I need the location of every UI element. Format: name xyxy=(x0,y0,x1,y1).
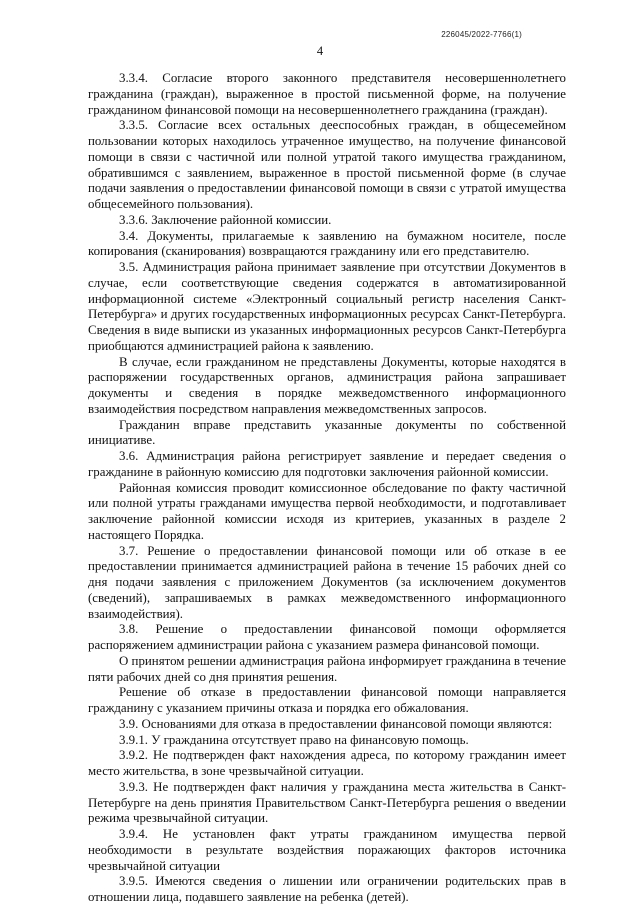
paragraph-3-9: 3.9. Основаниями для отказа в предоставлении финансовой помощи являются: xyxy=(119,716,553,731)
document-body xyxy=(88,71,566,906)
paragraph-3-8-inform: О принятом решении администрация района информирует гражданина в течение пяти рабочих дней со дня принятия решения. xyxy=(88,653,566,684)
paragraph-3-8: 3.8. Решение о предоставлении финансовой помощи оформляется распоряжением администрации района с указанием размера финансовой помощи. xyxy=(88,622,566,652)
paragraph-3-6: 3.6. Администрация района регистрирует заявление и передает сведения о гражданине в районную комиссию для подготовки заключения районной комиссии. xyxy=(88,449,566,479)
paragraph-3-5-missing-documents: В случае, если гражданином не представлены Документы, которые находятся в распоряжении государственных органов, администрация района запрашивает документы и сведения в порядке межведомственного информационного взаимодействия посредством направления межведомственных запросов. xyxy=(88,354,566,416)
paragraph-3-9-2: 3.9.2. Не подтвержден факт нахождения адреса, по которому гражданин имеет место жительства, в зоне чрезвычайной ситуации. xyxy=(88,748,566,778)
document-registration-number: 226045/2022-7766(1) xyxy=(441,30,522,39)
paragraph-3-3-4: 3.3.4. Согласие второго законного представителя несовершеннолетнего гражданина (граждан), выраженное в простой письменной форме, на получение гражданином финансовой помощи на несовершеннолетнего гражданина (граждан). xyxy=(88,71,566,117)
paragraph-3-7: 3.7. Решение о предоставлении финансовой помощи или об отказе в ее предоставлении принимается администрацией района в течение 15 рабочих дней со дня подачи заявления с приложением Документов (за исключением документов (сведений), запрашиваемых в рамках межведомственного информационного взаимодействия). xyxy=(88,543,566,621)
paragraph-3-4: 3.4. Документы, прилагаемые к заявлению на бумажном носителе, после копирования (сканирования) возвращаются гражданину или его представителю. xyxy=(88,228,566,259)
paragraph-3-9-3: 3.9.3. Не подтвержден факт наличия у гражданина места жительства в Санкт-Петербурге на день принятия Правительством Санкт-Петербурга решения о введении режима чрезвычайной ситуации. xyxy=(88,779,566,826)
page-number: 4 xyxy=(316,44,324,58)
paragraph-3-9-1: 3.9.1. У гражданина отсутствует право на финансовую помощь. xyxy=(119,732,469,747)
paragraph-3-9-4: 3.9.4. Не установлен факт утраты гражданином имущества первой необходимости в результате воздействия поражающих факторов источника чрезвычайной ситуации xyxy=(88,827,566,873)
paragraph-3-9-5: 3.9.5. Имеются сведения о лишении или ограничении родительских прав в отношении лица, подавшего заявление на ребенка (детей). xyxy=(88,874,566,904)
paragraph-3-5-own-initiative: Гражданин вправе представить указанные документы по собственной инициативе. xyxy=(88,417,566,448)
paragraph-3-8-refusal: Решение об отказе в предоставлении финансовой помощи направляется гражданину с указанием причины отказа и порядка его обжалования. xyxy=(88,685,566,715)
paragraph-3-5: 3.5. Администрация района принимает заявление при отсутствии Документов в случае, если соответствующие сведения содержатся в автоматизированной информационной системе «Электронный социальный регистр населения Санкт-Петербурга» и других государственных информационных ресурсах Санкт-Петербурга. Сведения в виде выписки из указанных информационных ресурсов Санкт-Петербурга приобщаются администрацией района к заявлению. xyxy=(88,260,566,353)
paragraph-3-3-6: 3.3.6. Заключение районной комиссии. xyxy=(119,212,332,227)
paragraph-3-6-commission: Районная комиссия проводит комиссионное обследование по факту частичной или полной утраты гражданами имущества первой необходимости, и подготавливает заключение районной комиссии исходя из критериев, указанных в разделе 2 настоящего Порядка. xyxy=(88,480,566,542)
paragraph-3-3-5: 3.3.5. Согласие всех остальных дееспособных граждан, в общесемейном пользовании которых находилось утраченное имущество, на получение финансовой помощи в связи с частичной или полной утратой такого имущества гражданином, обратившимся с заявлением, выраженное в простой письменной форме (в случае подачи заявления о предоставлении финансовой помощи в связи с утратой имущества общесемейного пользования). xyxy=(88,118,566,211)
